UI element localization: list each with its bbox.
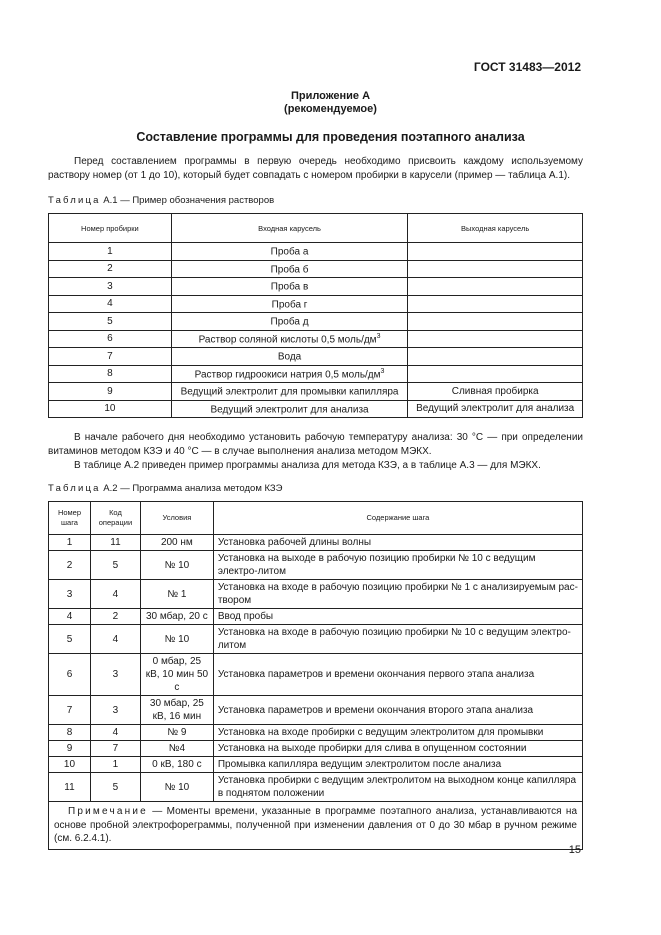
step-conditions: №4 bbox=[140, 741, 213, 757]
tables-reference-paragraph-text: В таблице А.2 приведен пример программы анализа для метода КЗЭ, а в таблице А.3 — для МЭКХ. bbox=[74, 460, 541, 471]
step-content: Ввод пробы bbox=[213, 609, 582, 625]
solutions-table bbox=[48, 213, 583, 418]
operation-code: 2 bbox=[90, 609, 140, 625]
table-row bbox=[49, 278, 583, 296]
tube-number: 1 bbox=[49, 243, 172, 261]
table-row bbox=[49, 260, 583, 278]
step-number: 1 bbox=[49, 535, 91, 551]
tube-number: 3 bbox=[49, 278, 172, 296]
table-row bbox=[49, 295, 583, 313]
table-row bbox=[49, 400, 583, 418]
analysis-program-table bbox=[48, 501, 583, 850]
step-content: Установка на входе в рабочую позицию пробирки № 10 с ведущим электро-литом bbox=[213, 625, 582, 654]
table-row bbox=[49, 580, 583, 609]
note-word: Примечание bbox=[68, 806, 148, 817]
table-row bbox=[49, 725, 583, 741]
intro-paragraph bbox=[48, 155, 583, 183]
step-conditions: № 10 bbox=[140, 773, 213, 802]
step-conditions: 0 мбар, 25 кВ, 10 мин 50 с bbox=[140, 654, 213, 696]
operation-code: 1 bbox=[90, 757, 140, 773]
step-content: Установка параметров и времени окончания первого этапа анализа bbox=[213, 654, 582, 696]
table-row bbox=[49, 741, 583, 757]
table-row bbox=[49, 313, 583, 331]
step-number: 10 bbox=[49, 757, 91, 773]
input-carousel-cell: Ведущий электролит для анализа bbox=[171, 400, 408, 418]
temperature-paragraph bbox=[48, 431, 583, 459]
table1-caption bbox=[48, 195, 274, 206]
tube-number: 9 bbox=[49, 383, 172, 401]
output-carousel-cell bbox=[408, 313, 583, 331]
table-row bbox=[49, 696, 583, 725]
input-carousel-cell: Раствор соляной кислоты 0,5 моль/$дм^3$ bbox=[171, 330, 408, 348]
table-row bbox=[49, 243, 583, 261]
step-number: 2 bbox=[49, 551, 91, 580]
input-carousel-cell: Вода bbox=[171, 348, 408, 366]
step-number: 9 bbox=[49, 741, 91, 757]
table-row bbox=[49, 757, 583, 773]
input-carousel-cell: Проба а bbox=[171, 243, 408, 261]
output-carousel-cell bbox=[408, 295, 583, 313]
step-content: Установка параметров и времени окончания второго этапа анализа bbox=[213, 696, 582, 725]
tube-number: 6 bbox=[49, 330, 172, 348]
step-number: 4 bbox=[49, 609, 91, 625]
tube-number: 10 bbox=[49, 400, 172, 418]
table1-caption-text: А.1 — Пример обозначения растворов bbox=[103, 195, 275, 206]
step-number: 7 bbox=[49, 696, 91, 725]
input-carousel-cell: Проба в bbox=[171, 278, 408, 296]
step-number: 11 bbox=[49, 773, 91, 802]
table2-header-step: Номер шага bbox=[49, 502, 91, 535]
step-conditions: № 9 bbox=[140, 725, 213, 741]
operation-code: 5 bbox=[90, 773, 140, 802]
operation-code: 4 bbox=[90, 725, 140, 741]
operation-code: 3 bbox=[90, 696, 140, 725]
step-content: Промывка капилляра ведущим электролитом после анализа bbox=[213, 757, 582, 773]
output-carousel-cell bbox=[408, 330, 583, 348]
operation-code: 5 bbox=[90, 551, 140, 580]
table2-header-code: Код операции bbox=[90, 502, 140, 535]
table-row bbox=[49, 551, 583, 580]
input-carousel-cell: Проба г bbox=[171, 295, 408, 313]
input-carousel-cell: Проба б bbox=[171, 260, 408, 278]
step-content: Установка на выходе в рабочую позицию пробирки № 10 с ведущим электро-литом bbox=[213, 551, 582, 580]
tables-reference-paragraph bbox=[48, 459, 583, 473]
step-number: 6 bbox=[49, 654, 91, 696]
table-header-row bbox=[49, 502, 583, 535]
output-carousel-cell bbox=[408, 278, 583, 296]
output-carousel-cell bbox=[408, 260, 583, 278]
step-content: Установка на входе пробирки с ведущим электролитом для промывки bbox=[213, 725, 582, 741]
table-row bbox=[49, 535, 583, 551]
tube-number: 7 bbox=[49, 348, 172, 366]
standard-number: ГОСТ 31483—2012 bbox=[473, 60, 581, 74]
intro-paragraph-text: Перед составлением программы в первую очередь необходимо присвоить каждому используемому раствору номер (от 1 до 10), который будет совпадать с номером пробирки в карусели (пример — таблица А.1). bbox=[48, 156, 583, 181]
output-carousel-cell bbox=[408, 243, 583, 261]
step-conditions: 30 мбар, 20 с bbox=[140, 609, 213, 625]
step-conditions: 30 мбар, 25 кВ, 16 мин bbox=[140, 696, 213, 725]
page-number: 15 bbox=[568, 844, 581, 856]
table2-caption-word: Таблица bbox=[48, 483, 101, 494]
table1-header-output: Выходная карусель bbox=[408, 214, 583, 243]
tube-number: 5 bbox=[49, 313, 172, 331]
input-carousel-cell: Раствор гидроокиси натрия 0,5 моль/$дм^3$ bbox=[171, 365, 408, 383]
table-row bbox=[49, 348, 583, 366]
step-conditions: № 10 bbox=[140, 625, 213, 654]
appendix-subtitle: (рекомендуемое) bbox=[284, 103, 377, 115]
output-carousel-cell: Сливная пробирка bbox=[408, 383, 583, 401]
step-content: Установка пробирки с ведущим электролитом на выходном конце капилляра в поднятом положении bbox=[213, 773, 582, 802]
table2-note bbox=[49, 802, 583, 850]
table-row bbox=[49, 330, 583, 348]
operation-code: 3 bbox=[90, 654, 140, 696]
tube-number: 8 bbox=[49, 365, 172, 383]
table-row bbox=[49, 773, 583, 802]
step-content: Установка рабочей длины волны bbox=[213, 535, 582, 551]
table2-caption-text: А.2 — Программа анализа методом КЗЭ bbox=[103, 483, 283, 494]
operation-code: 4 bbox=[90, 625, 140, 654]
step-content: Установка на входе в рабочую позицию пробирки № 1 с анализируемым рас-твором bbox=[213, 580, 582, 609]
table2-note-row bbox=[49, 802, 583, 850]
tube-number: 4 bbox=[49, 295, 172, 313]
note-text: — Моменты времени, указанные в программе поэтапного анализа, устанавливаются на основе пробной электрофореграммы, полученной при изменении давления от 0 до 30 мбар в ручном режиме (см. 6.2.4.1). bbox=[54, 806, 578, 844]
output-carousel-cell bbox=[408, 348, 583, 366]
operation-code: 7 bbox=[90, 741, 140, 757]
table2-header-conditions: Условия bbox=[140, 502, 213, 535]
table-header-row bbox=[49, 214, 583, 243]
output-carousel-cell: Ведущий электролит для анализа bbox=[408, 400, 583, 418]
input-carousel-cell: Ведущий электролит для промывки капилляра bbox=[171, 383, 408, 401]
table-row bbox=[49, 654, 583, 696]
temperature-paragraph-text: В начале рабочего дня необходимо установить рабочую температуру анализа: 30 °С — при определении витаминов методом КЗЭ и 40 °С — в случае выполнения анализа методом МЭКХ. bbox=[48, 432, 583, 457]
table-row bbox=[49, 365, 583, 383]
step-conditions: № 10 bbox=[140, 551, 213, 580]
table1-header-input: Входная карусель bbox=[171, 214, 408, 243]
table-row bbox=[49, 625, 583, 654]
step-number: 8 bbox=[49, 725, 91, 741]
step-content: Установка на выходе пробирки для слива в опущенном состоянии bbox=[213, 741, 582, 757]
output-carousel-cell bbox=[408, 365, 583, 383]
table2-header-content: Содержание шага bbox=[213, 502, 582, 535]
step-number: 5 bbox=[49, 625, 91, 654]
table2-caption bbox=[48, 483, 283, 494]
table-row bbox=[49, 609, 583, 625]
step-conditions: 0 кВ, 180 с bbox=[140, 757, 213, 773]
table1-caption-word: Таблица bbox=[48, 195, 101, 206]
section-title: Составление программы для проведения поэтапного анализа bbox=[136, 130, 525, 144]
step-conditions: № 1 bbox=[140, 580, 213, 609]
table1-header-tube: Номер пробирки bbox=[49, 214, 172, 243]
step-number: 3 bbox=[49, 580, 91, 609]
step-conditions: 200 нм bbox=[140, 535, 213, 551]
operation-code: 11 bbox=[90, 535, 140, 551]
input-carousel-cell: Проба д bbox=[171, 313, 408, 331]
table-row bbox=[49, 383, 583, 401]
operation-code: 4 bbox=[90, 580, 140, 609]
tube-number: 2 bbox=[49, 260, 172, 278]
appendix-title: Приложение А bbox=[290, 90, 371, 102]
